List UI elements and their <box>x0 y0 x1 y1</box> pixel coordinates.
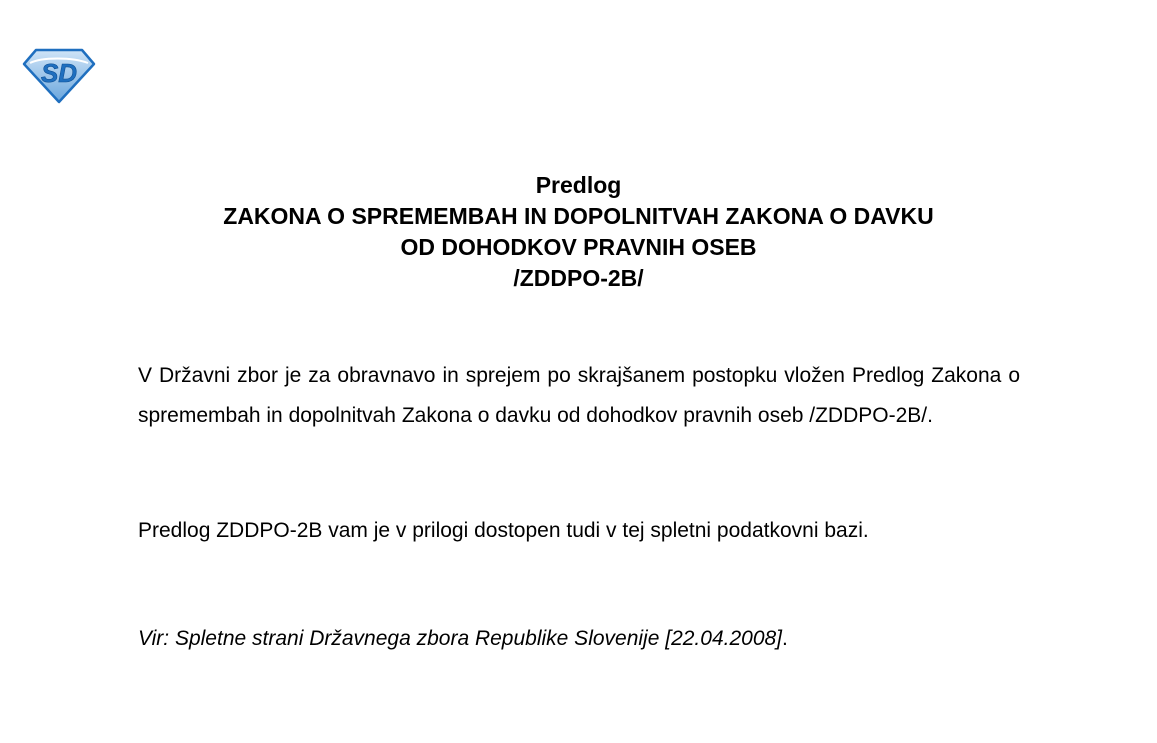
source-note <box>138 624 1020 654</box>
intro-paragraph: V Državni zbor je za obravnavo in sprejem po skrajšanem postopku vložen Predlog Zakona o spremembah in dopolnitvah Zakona o davku od dohodkov pravnih oseb /ZDDPO-2B/. <box>138 364 1020 427</box>
logo <box>22 48 96 104</box>
title-line-2: ZAKONA O SPREMEMBAH IN DOPOLNITVAH ZAKONA O DAVKU <box>223 203 934 229</box>
source-text: Vir: Spletne strani Državnega zbora Republike Slovenije [22.04.2008] <box>138 627 783 650</box>
shield-logo-icon <box>22 48 96 104</box>
document-title <box>0 170 1157 294</box>
availability-paragraph: Predlog ZDDPO-2B vam je v prilogi dostopen tudi v tej spletni podatkovni bazi. <box>138 519 869 542</box>
title-line-3: OD DOHODKOV PRAVNIH OSEB <box>400 234 757 260</box>
source-end: . <box>782 627 788 650</box>
title-line-4: /ZDDPO-2B/ <box>513 265 644 291</box>
logo-letters: SD <box>40 58 78 88</box>
title-line-1: Predlog <box>535 172 622 198</box>
